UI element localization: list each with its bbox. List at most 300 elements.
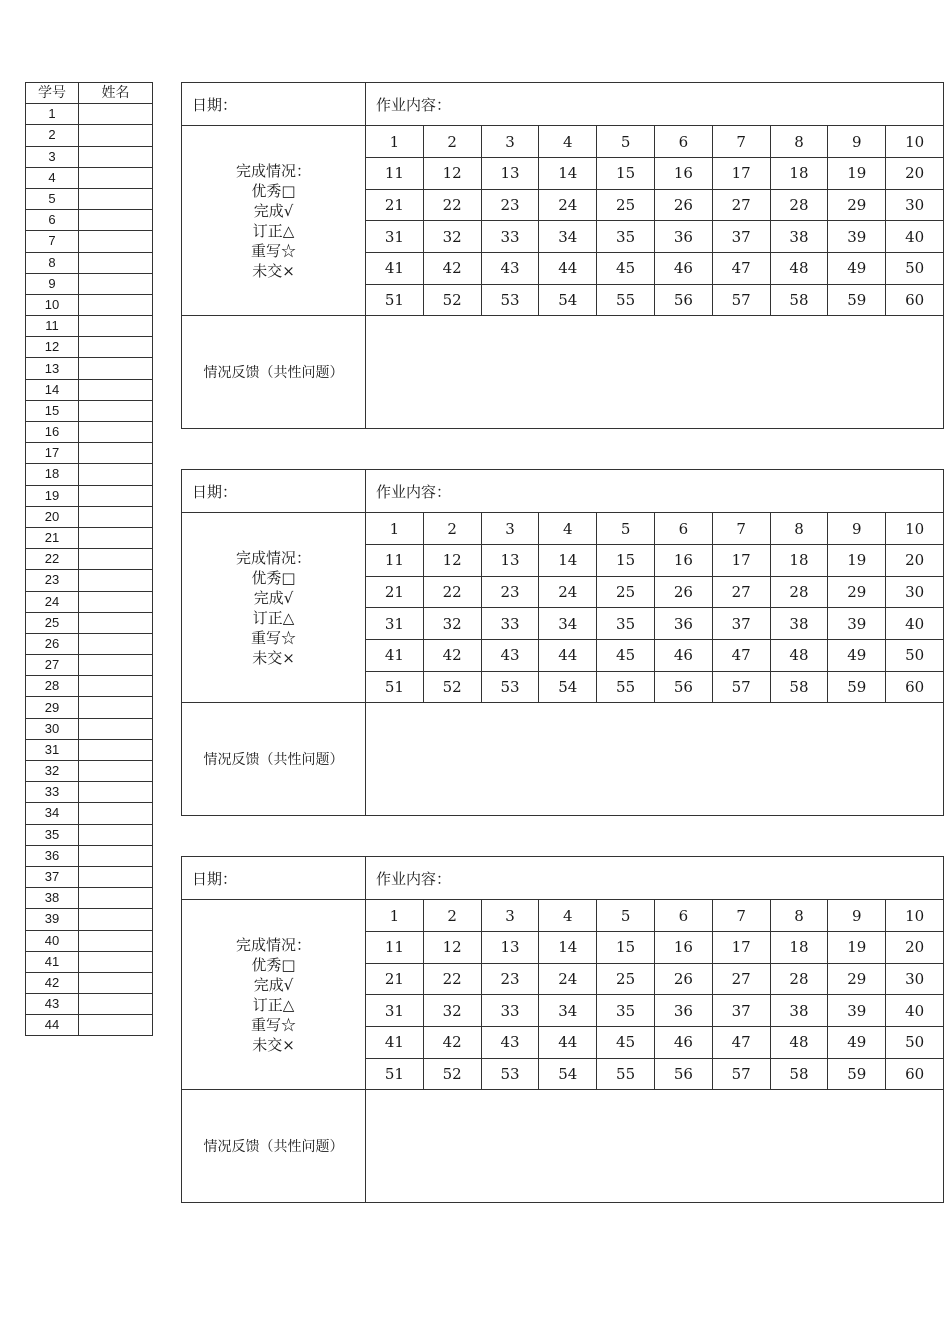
- student-status-cell[interactable]: 49: [828, 1026, 886, 1058]
- date-label: 日期：: [192, 95, 238, 114]
- roster-row: [26, 422, 153, 443]
- student-status-cell[interactable]: 54: [539, 284, 597, 316]
- student-status-cell[interactable]: 12: [423, 544, 481, 576]
- student-status-cell[interactable]: 32: [423, 221, 481, 253]
- student-status-cell[interactable]: 29: [828, 189, 886, 221]
- student-name-cell[interactable]: [79, 591, 153, 612]
- student-status-cell[interactable]: 44: [539, 1026, 597, 1058]
- student-name-cell[interactable]: [79, 400, 153, 421]
- student-number-cell: 35: [26, 824, 79, 845]
- roster-row: [26, 527, 153, 548]
- student-name-cell[interactable]: [79, 210, 153, 231]
- student-status-cell[interactable]: 52: [423, 1058, 481, 1090]
- student-status-cell[interactable]: 36: [654, 221, 712, 253]
- student-status-cell[interactable]: 15: [597, 544, 655, 576]
- student-name-cell[interactable]: [79, 866, 153, 887]
- student-status-cell[interactable]: 32: [423, 608, 481, 640]
- student-status-cell[interactable]: 52: [423, 284, 481, 316]
- student-status-cell[interactable]: 48: [770, 639, 828, 671]
- student-status-cell[interactable]: 15: [597, 157, 655, 189]
- student-status-cell[interactable]: 60: [886, 284, 944, 316]
- student-number-cell: 22: [26, 549, 79, 570]
- student-name-cell[interactable]: [79, 633, 153, 654]
- student-name-cell[interactable]: [79, 782, 153, 803]
- student-status-cell[interactable]: 10: [886, 900, 944, 932]
- student-status-cell[interactable]: 3: [481, 126, 539, 158]
- student-number-cell: 20: [26, 506, 79, 527]
- student-number-cell: 3: [26, 146, 79, 167]
- roster-row: [26, 316, 153, 337]
- student-number-cell: 8: [26, 252, 79, 273]
- student-number-cell: 27: [26, 655, 79, 676]
- student-status-cell[interactable]: 37: [712, 995, 770, 1027]
- student-status-cell[interactable]: 12: [423, 931, 481, 963]
- student-status-cell[interactable]: 10: [886, 126, 944, 158]
- student-name-cell[interactable]: [79, 167, 153, 188]
- student-status-cell[interactable]: 28: [770, 963, 828, 995]
- student-status-cell[interactable]: 30: [886, 963, 944, 995]
- status-legend-item: 订正△: [252, 608, 295, 627]
- student-name-cell[interactable]: [79, 888, 153, 909]
- student-status-cell[interactable]: 11: [366, 931, 424, 963]
- student-status-cell[interactable]: 53: [481, 284, 539, 316]
- student-status-cell[interactable]: 23: [481, 576, 539, 608]
- student-status-cell[interactable]: 49: [828, 252, 886, 284]
- student-status-cell[interactable]: 36: [654, 608, 712, 640]
- roster-row: [26, 104, 153, 125]
- student-name-cell[interactable]: [79, 994, 153, 1015]
- student-status-cell[interactable]: 2: [423, 900, 481, 932]
- roster-row: [26, 379, 153, 400]
- student-status-cell[interactable]: 18: [770, 544, 828, 576]
- student-name-header: 姓名: [79, 83, 153, 104]
- student-status-cell[interactable]: 1: [366, 126, 424, 158]
- status-legend-item: 重写☆: [250, 1015, 296, 1034]
- student-status-cell[interactable]: 29: [828, 963, 886, 995]
- roster-row: [26, 570, 153, 591]
- student-status-cell[interactable]: 48: [770, 1026, 828, 1058]
- student-status-cell[interactable]: 45: [597, 1026, 655, 1058]
- student-status-cell[interactable]: 35: [597, 995, 655, 1027]
- student-number-cell: 34: [26, 803, 79, 824]
- student-status-cell[interactable]: 17: [712, 931, 770, 963]
- student-status-cell[interactable]: 22: [423, 576, 481, 608]
- homework-content-label: 作业内容：: [376, 482, 452, 501]
- student-name-cell[interactable]: [79, 803, 153, 824]
- completion-status-title: 完成情况：: [235, 548, 311, 567]
- student-status-cell[interactable]: 47: [712, 252, 770, 284]
- student-status-cell[interactable]: 30: [886, 576, 944, 608]
- student-name-cell[interactable]: [79, 612, 153, 633]
- student-status-cell[interactable]: 43: [481, 252, 539, 284]
- student-status-cell[interactable]: 8: [770, 126, 828, 158]
- student-name-cell[interactable]: [79, 443, 153, 464]
- student-number-cell: 26: [26, 633, 79, 654]
- student-status-cell[interactable]: 35: [597, 221, 655, 253]
- student-number-cell: 23: [26, 570, 79, 591]
- student-status-cell[interactable]: 16: [654, 157, 712, 189]
- student-status-cell[interactable]: 34: [539, 608, 597, 640]
- student-status-cell[interactable]: 7: [712, 126, 770, 158]
- student-status-cell[interactable]: 16: [654, 931, 712, 963]
- student-status-cell[interactable]: 42: [423, 639, 481, 671]
- roster-row: [26, 591, 153, 612]
- student-status-cell[interactable]: 8: [770, 513, 828, 545]
- roster-row: [26, 718, 153, 739]
- student-name-cell[interactable]: [79, 1015, 153, 1036]
- student-status-cell[interactable]: 50: [886, 252, 944, 284]
- student-status-cell[interactable]: 3: [481, 900, 539, 932]
- student-status-cell[interactable]: 51: [366, 1058, 424, 1090]
- student-name-cell[interactable]: [79, 718, 153, 739]
- student-status-cell[interactable]: 50: [886, 1026, 944, 1058]
- student-status-cell[interactable]: 37: [712, 221, 770, 253]
- student-status-cell[interactable]: 57: [712, 671, 770, 703]
- student-status-cell[interactable]: 60: [886, 1058, 944, 1090]
- student-status-cell[interactable]: 56: [654, 671, 712, 703]
- student-status-cell[interactable]: 20: [886, 931, 944, 963]
- homework-record-block: [181, 469, 944, 816]
- student-status-cell[interactable]: 14: [539, 544, 597, 576]
- feedback-input-area[interactable]: [366, 1090, 944, 1203]
- student-status-cell[interactable]: 34: [539, 995, 597, 1027]
- student-status-cell[interactable]: 29: [828, 576, 886, 608]
- student-name-cell[interactable]: [79, 739, 153, 760]
- student-status-cell[interactable]: 32: [423, 995, 481, 1027]
- student-status-cell[interactable]: 22: [423, 189, 481, 221]
- student-name-cell[interactable]: [79, 506, 153, 527]
- student-status-cell[interactable]: 43: [481, 1026, 539, 1058]
- student-status-cell[interactable]: 7: [712, 513, 770, 545]
- homework-content-label: 作业内容：: [376, 869, 452, 888]
- student-number-cell: 19: [26, 485, 79, 506]
- student-status-cell[interactable]: 58: [770, 671, 828, 703]
- student-name-cell[interactable]: [79, 909, 153, 930]
- student-status-cell[interactable]: 2: [423, 513, 481, 545]
- student-name-cell[interactable]: [79, 972, 153, 993]
- student-status-cell[interactable]: 23: [481, 963, 539, 995]
- student-number-cell: 12: [26, 337, 79, 358]
- student-status-cell[interactable]: 1: [366, 900, 424, 932]
- roster-row: [26, 443, 153, 464]
- student-status-cell[interactable]: 15: [597, 931, 655, 963]
- date-field[interactable]: [182, 857, 366, 900]
- student-status-cell[interactable]: 42: [423, 252, 481, 284]
- student-status-cell[interactable]: 17: [712, 544, 770, 576]
- student-name-cell[interactable]: [79, 104, 153, 125]
- student-status-cell[interactable]: 55: [597, 284, 655, 316]
- student-name-cell[interactable]: [79, 125, 153, 146]
- roster-row: [26, 930, 153, 951]
- student-name-cell[interactable]: [79, 845, 153, 866]
- student-status-cell[interactable]: 56: [654, 284, 712, 316]
- student-name-cell[interactable]: [79, 379, 153, 400]
- status-legend-item: 优秀□: [251, 568, 296, 587]
- student-name-cell[interactable]: [79, 676, 153, 697]
- student-status-cell[interactable]: 41: [366, 639, 424, 671]
- student-number-cell: 14: [26, 379, 79, 400]
- student-status-cell[interactable]: 25: [597, 576, 655, 608]
- student-status-cell[interactable]: 40: [886, 221, 944, 253]
- student-name-cell[interactable]: [79, 485, 153, 506]
- student-status-cell[interactable]: 21: [366, 963, 424, 995]
- roster-body: [26, 104, 153, 1036]
- student-number-cell: 31: [26, 739, 79, 760]
- student-status-cell[interactable]: 60: [886, 671, 944, 703]
- student-status-cell[interactable]: 27: [712, 189, 770, 221]
- student-status-cell[interactable]: 12: [423, 157, 481, 189]
- student-name-cell[interactable]: [79, 824, 153, 845]
- student-status-cell[interactable]: 57: [712, 1058, 770, 1090]
- student-status-cell[interactable]: 26: [654, 963, 712, 995]
- student-status-cell[interactable]: 42: [423, 1026, 481, 1058]
- student-number-cell: 15: [26, 400, 79, 421]
- student-status-cell[interactable]: 39: [828, 995, 886, 1027]
- student-number-cell: 5: [26, 188, 79, 209]
- roster-row: [26, 782, 153, 803]
- student-status-cell[interactable]: 19: [828, 931, 886, 963]
- student-status-cell[interactable]: 46: [654, 252, 712, 284]
- roster-row: [26, 888, 153, 909]
- student-status-cell[interactable]: 6: [654, 900, 712, 932]
- student-status-cell[interactable]: 46: [654, 639, 712, 671]
- student-name-cell[interactable]: [79, 273, 153, 294]
- student-status-cell[interactable]: 59: [828, 671, 886, 703]
- student-status-cell[interactable]: 19: [828, 544, 886, 576]
- student-status-cell[interactable]: 44: [539, 252, 597, 284]
- roster-row: [26, 400, 153, 421]
- student-name-cell[interactable]: [79, 358, 153, 379]
- student-name-cell[interactable]: [79, 146, 153, 167]
- student-status-cell[interactable]: 28: [770, 189, 828, 221]
- roster-row: [26, 803, 153, 824]
- student-status-cell[interactable]: 25: [597, 963, 655, 995]
- student-number-cell: 39: [26, 909, 79, 930]
- student-status-cell[interactable]: 43: [481, 639, 539, 671]
- date-field[interactable]: [182, 83, 366, 126]
- homework-content-field[interactable]: [366, 857, 944, 900]
- student-status-cell[interactable]: 37: [712, 608, 770, 640]
- student-name-cell[interactable]: [79, 527, 153, 548]
- student-status-cell[interactable]: 59: [828, 284, 886, 316]
- student-status-cell[interactable]: 4: [539, 900, 597, 932]
- student-status-cell[interactable]: 53: [481, 1058, 539, 1090]
- roster-row: [26, 464, 153, 485]
- student-status-cell[interactable]: 18: [770, 931, 828, 963]
- student-status-cell[interactable]: 35: [597, 608, 655, 640]
- student-roster-table: [25, 82, 153, 1036]
- feedback-label: 情况反馈（共性问题）: [182, 703, 366, 816]
- student-status-cell[interactable]: 20: [886, 544, 944, 576]
- roster-row: [26, 294, 153, 315]
- student-status-cell[interactable]: 30: [886, 189, 944, 221]
- completion-status-legend: [182, 513, 366, 703]
- student-status-cell[interactable]: 11: [366, 157, 424, 189]
- student-status-cell[interactable]: 5: [597, 126, 655, 158]
- student-status-cell[interactable]: 13: [481, 544, 539, 576]
- student-name-cell[interactable]: [79, 252, 153, 273]
- student-status-cell[interactable]: 47: [712, 639, 770, 671]
- student-status-cell[interactable]: 53: [481, 671, 539, 703]
- student-status-cell[interactable]: 9: [828, 900, 886, 932]
- roster-row: [26, 761, 153, 782]
- student-status-cell[interactable]: 55: [597, 671, 655, 703]
- student-status-cell[interactable]: 25: [597, 189, 655, 221]
- student-status-cell[interactable]: 14: [539, 157, 597, 189]
- student-status-cell[interactable]: 40: [886, 608, 944, 640]
- student-status-cell[interactable]: 4: [539, 126, 597, 158]
- student-status-cell[interactable]: 33: [481, 995, 539, 1027]
- student-status-cell[interactable]: 55: [597, 1058, 655, 1090]
- student-status-cell[interactable]: 13: [481, 931, 539, 963]
- student-status-cell[interactable]: 16: [654, 544, 712, 576]
- student-status-cell[interactable]: 27: [712, 576, 770, 608]
- roster-row: [26, 146, 153, 167]
- student-status-cell[interactable]: 33: [481, 221, 539, 253]
- student-number-header: 学号: [26, 83, 79, 104]
- student-status-cell[interactable]: 26: [654, 576, 712, 608]
- student-status-cell[interactable]: 39: [828, 221, 886, 253]
- student-status-cell[interactable]: 54: [539, 671, 597, 703]
- student-status-cell[interactable]: 45: [597, 252, 655, 284]
- student-status-cell[interactable]: 24: [539, 576, 597, 608]
- homework-record-block: [181, 856, 944, 1203]
- student-status-cell[interactable]: 58: [770, 284, 828, 316]
- student-number-cell: 17: [26, 443, 79, 464]
- date-field[interactable]: [182, 470, 366, 513]
- status-legend-item: 订正△: [252, 221, 295, 240]
- student-status-cell[interactable]: 11: [366, 544, 424, 576]
- student-name-cell[interactable]: [79, 930, 153, 951]
- student-status-cell[interactable]: 7: [712, 900, 770, 932]
- student-status-cell[interactable]: 41: [366, 1026, 424, 1058]
- student-name-cell[interactable]: [79, 761, 153, 782]
- student-status-cell[interactable]: 20: [886, 157, 944, 189]
- student-status-cell[interactable]: 4: [539, 513, 597, 545]
- student-number-cell: 42: [26, 972, 79, 993]
- student-status-cell[interactable]: 21: [366, 576, 424, 608]
- student-status-cell[interactable]: 40: [886, 995, 944, 1027]
- student-status-cell[interactable]: 14: [539, 931, 597, 963]
- feedback-input-area[interactable]: [366, 703, 944, 816]
- student-status-cell[interactable]: 45: [597, 639, 655, 671]
- roster-row: [26, 1015, 153, 1036]
- homework-content-field[interactable]: [366, 470, 944, 513]
- student-status-cell[interactable]: 48: [770, 252, 828, 284]
- student-status-cell[interactable]: 8: [770, 900, 828, 932]
- student-name-cell[interactable]: [79, 697, 153, 718]
- student-status-cell[interactable]: 22: [423, 963, 481, 995]
- student-status-cell[interactable]: 21: [366, 189, 424, 221]
- student-name-cell[interactable]: [79, 570, 153, 591]
- student-status-cell[interactable]: 19: [828, 157, 886, 189]
- student-status-cell[interactable]: 51: [366, 284, 424, 316]
- roster-row: [26, 845, 153, 866]
- student-status-cell[interactable]: 31: [366, 995, 424, 1027]
- status-legend-item: 完成√: [253, 588, 294, 607]
- student-status-cell[interactable]: 56: [654, 1058, 712, 1090]
- student-status-cell[interactable]: 26: [654, 189, 712, 221]
- student-status-cell[interactable]: 33: [481, 608, 539, 640]
- student-status-cell[interactable]: 52: [423, 671, 481, 703]
- student-name-cell[interactable]: [79, 951, 153, 972]
- student-status-cell[interactable]: 38: [770, 221, 828, 253]
- student-status-cell[interactable]: 46: [654, 1026, 712, 1058]
- student-status-cell[interactable]: 31: [366, 608, 424, 640]
- student-status-cell[interactable]: 51: [366, 671, 424, 703]
- student-status-cell[interactable]: 17: [712, 157, 770, 189]
- student-status-cell[interactable]: 3: [481, 513, 539, 545]
- student-status-cell[interactable]: 36: [654, 995, 712, 1027]
- student-status-cell[interactable]: 9: [828, 513, 886, 545]
- student-status-cell[interactable]: 39: [828, 608, 886, 640]
- student-status-cell[interactable]: 49: [828, 639, 886, 671]
- student-status-cell[interactable]: 10: [886, 513, 944, 545]
- status-legend-item: 订正△: [252, 995, 295, 1014]
- roster-row: [26, 972, 153, 993]
- roster-row: [26, 210, 153, 231]
- student-status-cell[interactable]: 6: [654, 126, 712, 158]
- roster-row: [26, 188, 153, 209]
- student-name-cell[interactable]: [79, 337, 153, 358]
- student-status-cell[interactable]: 44: [539, 639, 597, 671]
- student-number-cell: 24: [26, 591, 79, 612]
- student-status-cell[interactable]: 41: [366, 252, 424, 284]
- student-status-cell[interactable]: 24: [539, 189, 597, 221]
- student-status-cell[interactable]: 28: [770, 576, 828, 608]
- student-status-cell[interactable]: 23: [481, 189, 539, 221]
- student-status-cell[interactable]: 34: [539, 221, 597, 253]
- status-legend-item: 未交×: [252, 261, 295, 280]
- student-status-cell[interactable]: 24: [539, 963, 597, 995]
- student-name-cell[interactable]: [79, 294, 153, 315]
- student-status-cell[interactable]: 47: [712, 1026, 770, 1058]
- student-status-cell[interactable]: 38: [770, 608, 828, 640]
- student-name-cell[interactable]: [79, 549, 153, 570]
- student-status-cell[interactable]: 6: [654, 513, 712, 545]
- student-status-cell[interactable]: 50: [886, 639, 944, 671]
- student-status-cell[interactable]: 59: [828, 1058, 886, 1090]
- student-status-cell[interactable]: 5: [597, 513, 655, 545]
- status-legend-item: 未交×: [252, 1035, 295, 1054]
- student-status-cell[interactable]: 1: [366, 513, 424, 545]
- student-status-cell[interactable]: 58: [770, 1058, 828, 1090]
- student-status-cell[interactable]: 18: [770, 157, 828, 189]
- student-name-cell[interactable]: [79, 188, 153, 209]
- student-number-cell: 1: [26, 104, 79, 125]
- student-status-cell[interactable]: 2: [423, 126, 481, 158]
- student-name-cell[interactable]: [79, 231, 153, 252]
- student-status-cell[interactable]: 54: [539, 1058, 597, 1090]
- student-status-cell[interactable]: 9: [828, 126, 886, 158]
- student-name-cell[interactable]: [79, 655, 153, 676]
- student-name-cell[interactable]: [79, 464, 153, 485]
- student-name-cell[interactable]: [79, 316, 153, 337]
- homework-content-field[interactable]: [366, 83, 944, 126]
- student-name-cell[interactable]: [79, 422, 153, 443]
- student-number-cell: 9: [26, 273, 79, 294]
- student-status-cell[interactable]: 57: [712, 284, 770, 316]
- roster-row: [26, 506, 153, 527]
- student-status-cell[interactable]: 38: [770, 995, 828, 1027]
- feedback-input-area[interactable]: [366, 316, 944, 429]
- student-status-cell[interactable]: 31: [366, 221, 424, 253]
- student-status-cell[interactable]: 27: [712, 963, 770, 995]
- student-number-cell: 18: [26, 464, 79, 485]
- student-status-cell[interactable]: 5: [597, 900, 655, 932]
- student-status-cell[interactable]: 13: [481, 157, 539, 189]
- roster-row: [26, 125, 153, 146]
